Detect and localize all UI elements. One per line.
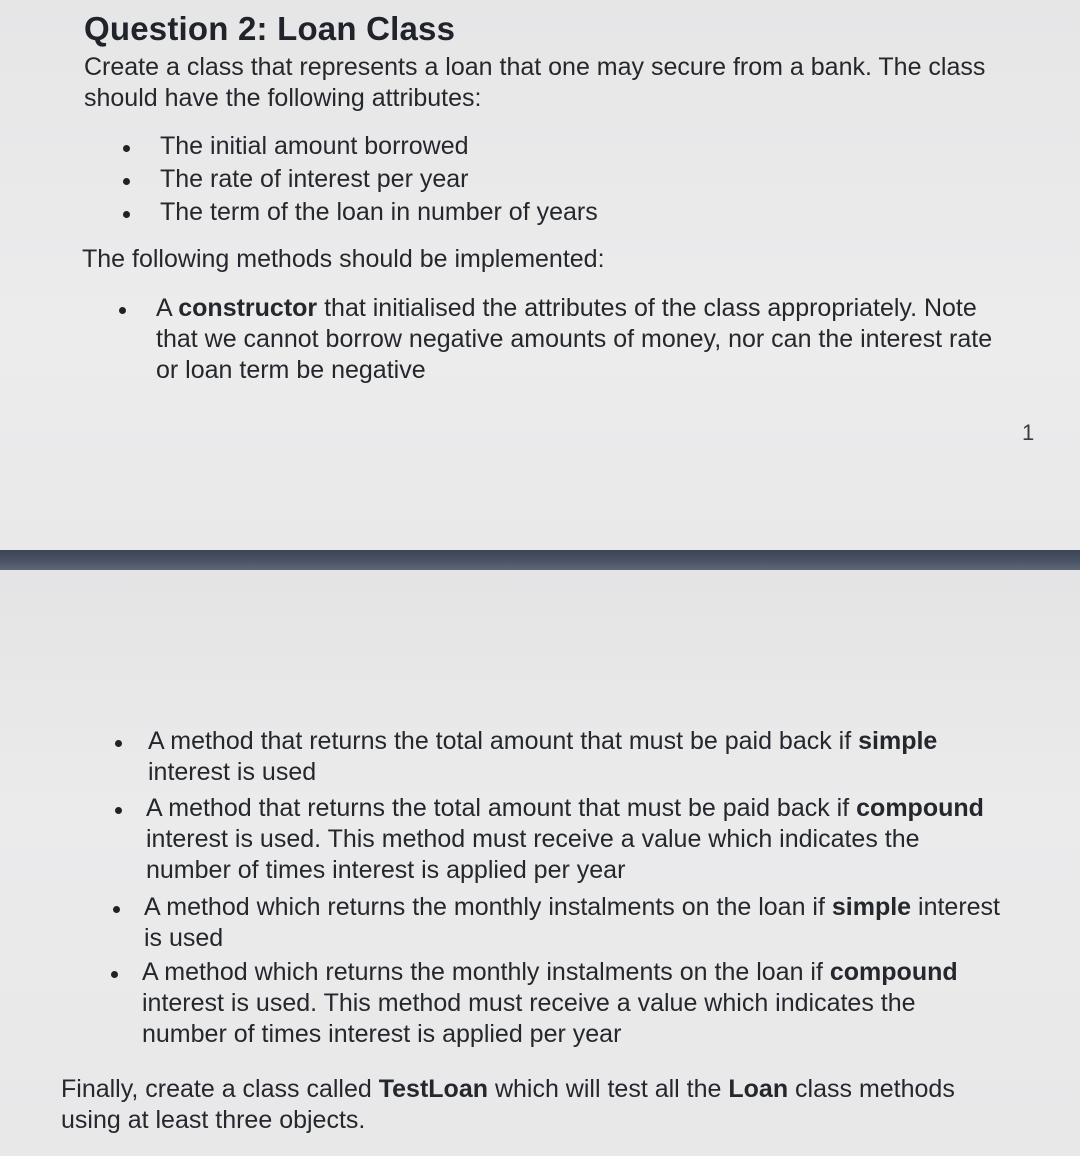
method-keyword: compound xyxy=(856,794,984,822)
method-line-2: interest is used. This method must receive a value which indicates the xyxy=(142,989,916,1017)
method-keyword: simple xyxy=(858,727,938,755)
method-list-3 xyxy=(144,892,1000,954)
method-keyword: compound xyxy=(829,958,958,986)
attribute-text: The rate of interest per year xyxy=(160,165,469,193)
method-line-2: is used xyxy=(144,924,224,952)
list-item xyxy=(142,957,958,1050)
list-item xyxy=(160,164,598,197)
attribute-list xyxy=(160,131,598,230)
method-line-3: number of times interest is applied per year xyxy=(142,1020,622,1048)
method-list-2 xyxy=(146,793,984,886)
method-text-pre: A method that returns the total amount that must be paid back if xyxy=(148,727,859,755)
method-line-2: interest is used. This method must receive a value which indicates the xyxy=(146,825,920,853)
method-list-4 xyxy=(142,957,958,1050)
constructor-line-3: or loan term be negative xyxy=(156,356,426,384)
attribute-text: The term of the loan in number of years xyxy=(160,198,598,226)
method-line-3: number of times interest is applied per year xyxy=(146,856,626,884)
final-line-2: using at least three objects. xyxy=(61,1106,366,1134)
loan-class-name: Loan xyxy=(728,1075,789,1103)
bullet-icon xyxy=(123,145,130,152)
list-item xyxy=(144,892,1000,954)
intro-paragraph xyxy=(84,52,985,114)
method-text-pre: A method that returns the total amount that must be paid back if xyxy=(146,794,857,822)
final-text-post: class methods xyxy=(788,1075,955,1103)
constructor-text-post: that initialised the attributes of the class appropriately. Note xyxy=(317,294,977,322)
method-line-2: interest is used xyxy=(148,758,317,786)
list-item xyxy=(146,793,984,886)
bullet-icon xyxy=(111,971,118,978)
bullet-icon xyxy=(123,211,130,218)
method-keyword: simple xyxy=(831,893,912,921)
final-paragraph xyxy=(61,1074,955,1136)
constructor-line-2: that we cannot borrow negative amounts of money, nor can the interest rate xyxy=(156,325,993,353)
method-text-pre: A method which returns the monthly instalments on the loan if xyxy=(144,893,832,921)
list-item xyxy=(156,293,992,386)
intro-line-1: Create a class that represents a loan that one may secure from a bank. The class xyxy=(84,53,986,81)
methods-intro: The following methods should be implemented: xyxy=(82,245,605,273)
attribute-text: The initial amount borrowed xyxy=(160,132,469,160)
final-text-mid: which will test all the xyxy=(488,1075,729,1103)
testloan-class-name: TestLoan xyxy=(378,1075,488,1103)
list-item xyxy=(160,197,598,230)
final-text-pre: Finally, create a class called xyxy=(61,1075,379,1103)
list-item xyxy=(160,131,598,164)
constructor-text-pre: A xyxy=(156,294,179,322)
bullet-icon xyxy=(119,307,126,314)
bullet-icon xyxy=(115,807,122,814)
bullet-icon xyxy=(113,906,120,913)
constructor-keyword: constructor xyxy=(178,294,318,322)
question-title: Question 2: Loan Class xyxy=(84,10,456,47)
page-divider-bar xyxy=(0,550,1080,570)
bullet-icon xyxy=(123,178,130,185)
bullet-icon xyxy=(115,740,122,747)
method-text-pre: A method which returns the monthly instalments on the loan if xyxy=(142,958,830,986)
list-item xyxy=(148,726,937,788)
method-text-post: interest xyxy=(911,893,1001,921)
constructor-list xyxy=(156,293,992,386)
page-number: 1 xyxy=(1022,420,1035,445)
method-list-1 xyxy=(148,726,937,788)
intro-line-2: should have the following attributes: xyxy=(84,84,482,112)
